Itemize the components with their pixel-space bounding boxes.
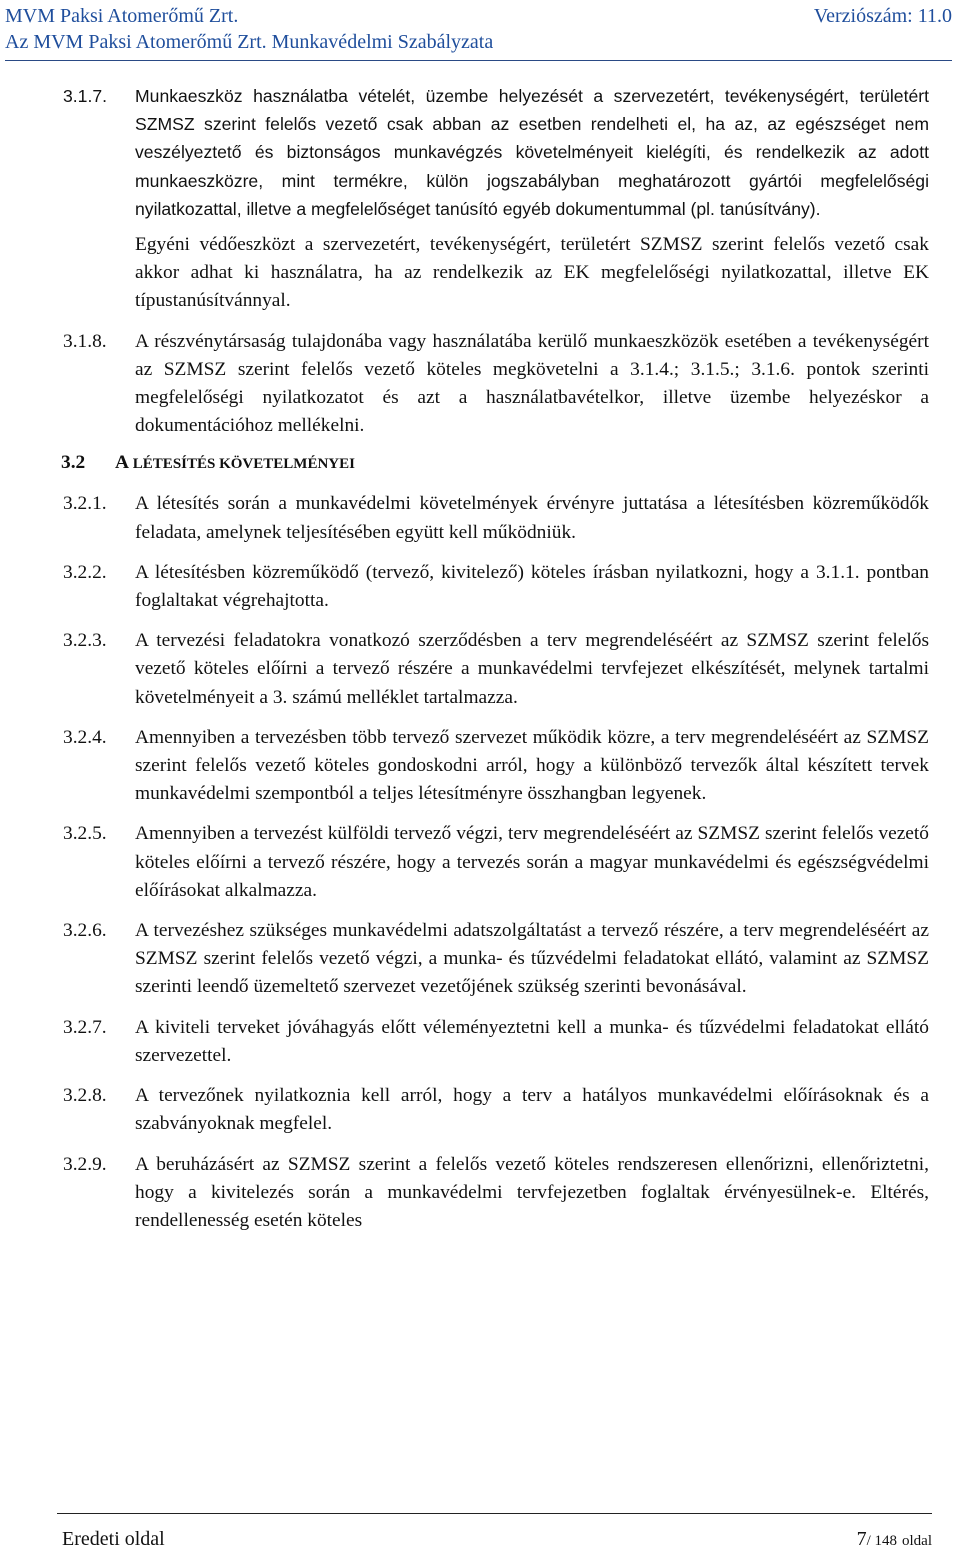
paragraph-3-2-4 bbox=[63, 724, 929, 809]
paragraph-3-2-2 bbox=[63, 559, 929, 615]
paragraph-number: 3.2.8. bbox=[63, 1085, 107, 1107]
paragraph-text: A létesítés során a munkavédelmi követelmények érvényre juttatása a létesítésben közreműködők feladata, amelynek teljesítésében együtt kell működniük. bbox=[135, 493, 929, 543]
paragraph-3-2-9 bbox=[63, 1151, 929, 1236]
paragraph-number: 3.2.1. bbox=[63, 493, 107, 515]
paragraph-text: Amennyiben a tervezésben több tervező szervezet működik közre, a terv megrendeléséért az SZMSZ szerint felelős vezető köteles gondoskodni arról, hogy a különböző tervezők által készített tervek munkavédelmi szempontból a teljes létesítményre összhangban legyenek. bbox=[135, 726, 929, 805]
paragraph-number: 3.2.2. bbox=[63, 561, 107, 583]
header-version: Verziószám: 11.0 bbox=[813, 5, 952, 27]
page-header bbox=[5, 0, 952, 61]
paragraph-text: A tervezéshez szükséges munkavédelmi adatszolgáltatást a tervező részére, a terv megrendeléséért az SZMSZ szerint felelős vezető végzi, a munka- és tűzvédelmi feladatokat ellátó, valamint az SZMSZ szerinti leendő üzemeltető szervezet vezetőjének szükség szerinti bevonásával. bbox=[135, 920, 929, 998]
paragraph-text: A részvénytársaság tulajdonába vagy használatába kerülő munkaeszközök esetében a tevékenységért az SZMSZ szerint felelős vezető köteles megkövetelni a 3.1.4.; 3.1.5.; 3.1.6. pontok szerinti megfelelőségi nyilatkozatot és azt a használatbavételkor, illetve üzembe helyezéskor a dokumentációhoz mellékelni. bbox=[135, 330, 929, 437]
paragraph-3-1-8 bbox=[63, 328, 929, 441]
header-doc-title: Az MVM Paksi Atomerőmű Zrt. Munkavédelmi Szabályzata bbox=[5, 31, 494, 53]
paragraph-text: Amennyiben a tervezést külföldi tervező végzi, terv megrendeléséért az SZMSZ szerint felelős vezető köteles előírni a tervező részére, hogy a tervezés során a magyar munkavédelmi és egészségvédelmi előírásokat alkalmazza. bbox=[135, 823, 929, 901]
document-body bbox=[63, 82, 929, 1235]
paragraph-number: 3.2.4. bbox=[63, 726, 107, 748]
paragraph-3-2-3 bbox=[63, 627, 929, 712]
footer-page-number bbox=[857, 1528, 932, 1551]
paragraph-number: 3.2.9. bbox=[63, 1153, 107, 1175]
section-heading bbox=[63, 450, 929, 480]
footer-page-suffix: oldal bbox=[902, 1533, 932, 1549]
paragraph-text: A létesítésben közreműködő (tervező, kivitelező) köteles írásban nyilatkozni, hogy a 3.1.1. pontban foglaltakat végrehajtotta. bbox=[135, 561, 929, 612]
footer-page-total: / 148 bbox=[866, 1533, 897, 1549]
paragraph-number: 3.1.7. bbox=[63, 86, 108, 106]
paragraph-3-1-7-ppe bbox=[63, 231, 929, 316]
paragraph-text: A kiviteli terveket jóváhagyás előtt véleményeztetni kell a munka- és tűzvédelmi feladatokat ellátó szervezettel. bbox=[135, 1016, 929, 1066]
footer-original-page: Eredeti oldal bbox=[62, 1528, 165, 1550]
paragraph-3-2-7 bbox=[63, 1014, 929, 1070]
paragraph-number: 3.2.3. bbox=[63, 630, 107, 652]
paragraph-3-2-5 bbox=[63, 820, 929, 905]
paragraph-number: 3.1.8. bbox=[63, 330, 107, 352]
section-title-rest: LÉTESÍTÉS KÖVETELMÉNYEI bbox=[132, 456, 355, 473]
header-company: MVM Paksi Atomerőmű Zrt. bbox=[5, 5, 239, 27]
paragraph-number: 3.2.6. bbox=[63, 920, 107, 942]
paragraph-text: Egyéni védőeszközt a szervezetért, tevékenységért, területért SZMSZ szerint felelős vezető csak akkor adhat ki használatra, ha az rendelkezik az EK megfelelőségi nyilatkozattal, illetve EK típustanúsítvánnyal. bbox=[135, 234, 929, 312]
footer-page-current: 7 bbox=[856, 1528, 867, 1550]
paragraph-3-1-7 bbox=[63, 82, 929, 223]
paragraph-text: Munkaeszköz használatba vételét, üzembe helyezését a szervezetért, tevékenységért, területért SZMSZ szerint felelős vezető csak abban az esetben rendelheti el, ha az, az egészséget nem veszélyeztető és biztonságos munkavégzés követelményeit kielégíti, és rendelkezik az adott munkaeszközre, mint termékre, külön jogszabályban meghatározott gyártói megfelelőségi nyilatkozattal, illetve a megfelelőséget tanúsító egyéb dokumentummal (pl. tanúsítvány). bbox=[135, 86, 929, 219]
paragraph-3-2-8 bbox=[63, 1082, 929, 1138]
paragraph-number: 3.2.5. bbox=[63, 823, 107, 845]
section-title bbox=[115, 452, 355, 474]
section-number: 3.2 bbox=[61, 452, 86, 474]
section-title-first: A bbox=[115, 452, 128, 474]
paragraph-3-2-6 bbox=[63, 917, 929, 1002]
paragraph-3-2-1 bbox=[63, 490, 929, 546]
paragraph-text: A tervezőnek nyilatkoznia kell arról, hogy a terv a hatályos munkavédelmi előírásoknak és a szabványoknak megfelel. bbox=[135, 1085, 929, 1135]
page-footer bbox=[57, 1513, 932, 1554]
paragraph-number: 3.2.7. bbox=[63, 1016, 107, 1038]
paragraph-text: A beruházásért az SZMSZ szerint a felelős vezető köteles rendszeresen ellenőrizni, ellenőriztetni, hogy a kivitelezés során a munkavédelmi tervfejezetben foglaltak érvényesülnek-e. Eltérés, rendellenesség esetén köteles bbox=[135, 1153, 929, 1231]
paragraph-text: A tervezési feladatokra vonatkozó szerződésben a terv megrendeléséért az SZMSZ szerint felelős vezető köteles előírni a tervező részére a munkavédelmi tervfejezet elkészítését, melynek tartalmi követelményeit a 3. számú melléklet tartalmazza. bbox=[135, 630, 929, 708]
